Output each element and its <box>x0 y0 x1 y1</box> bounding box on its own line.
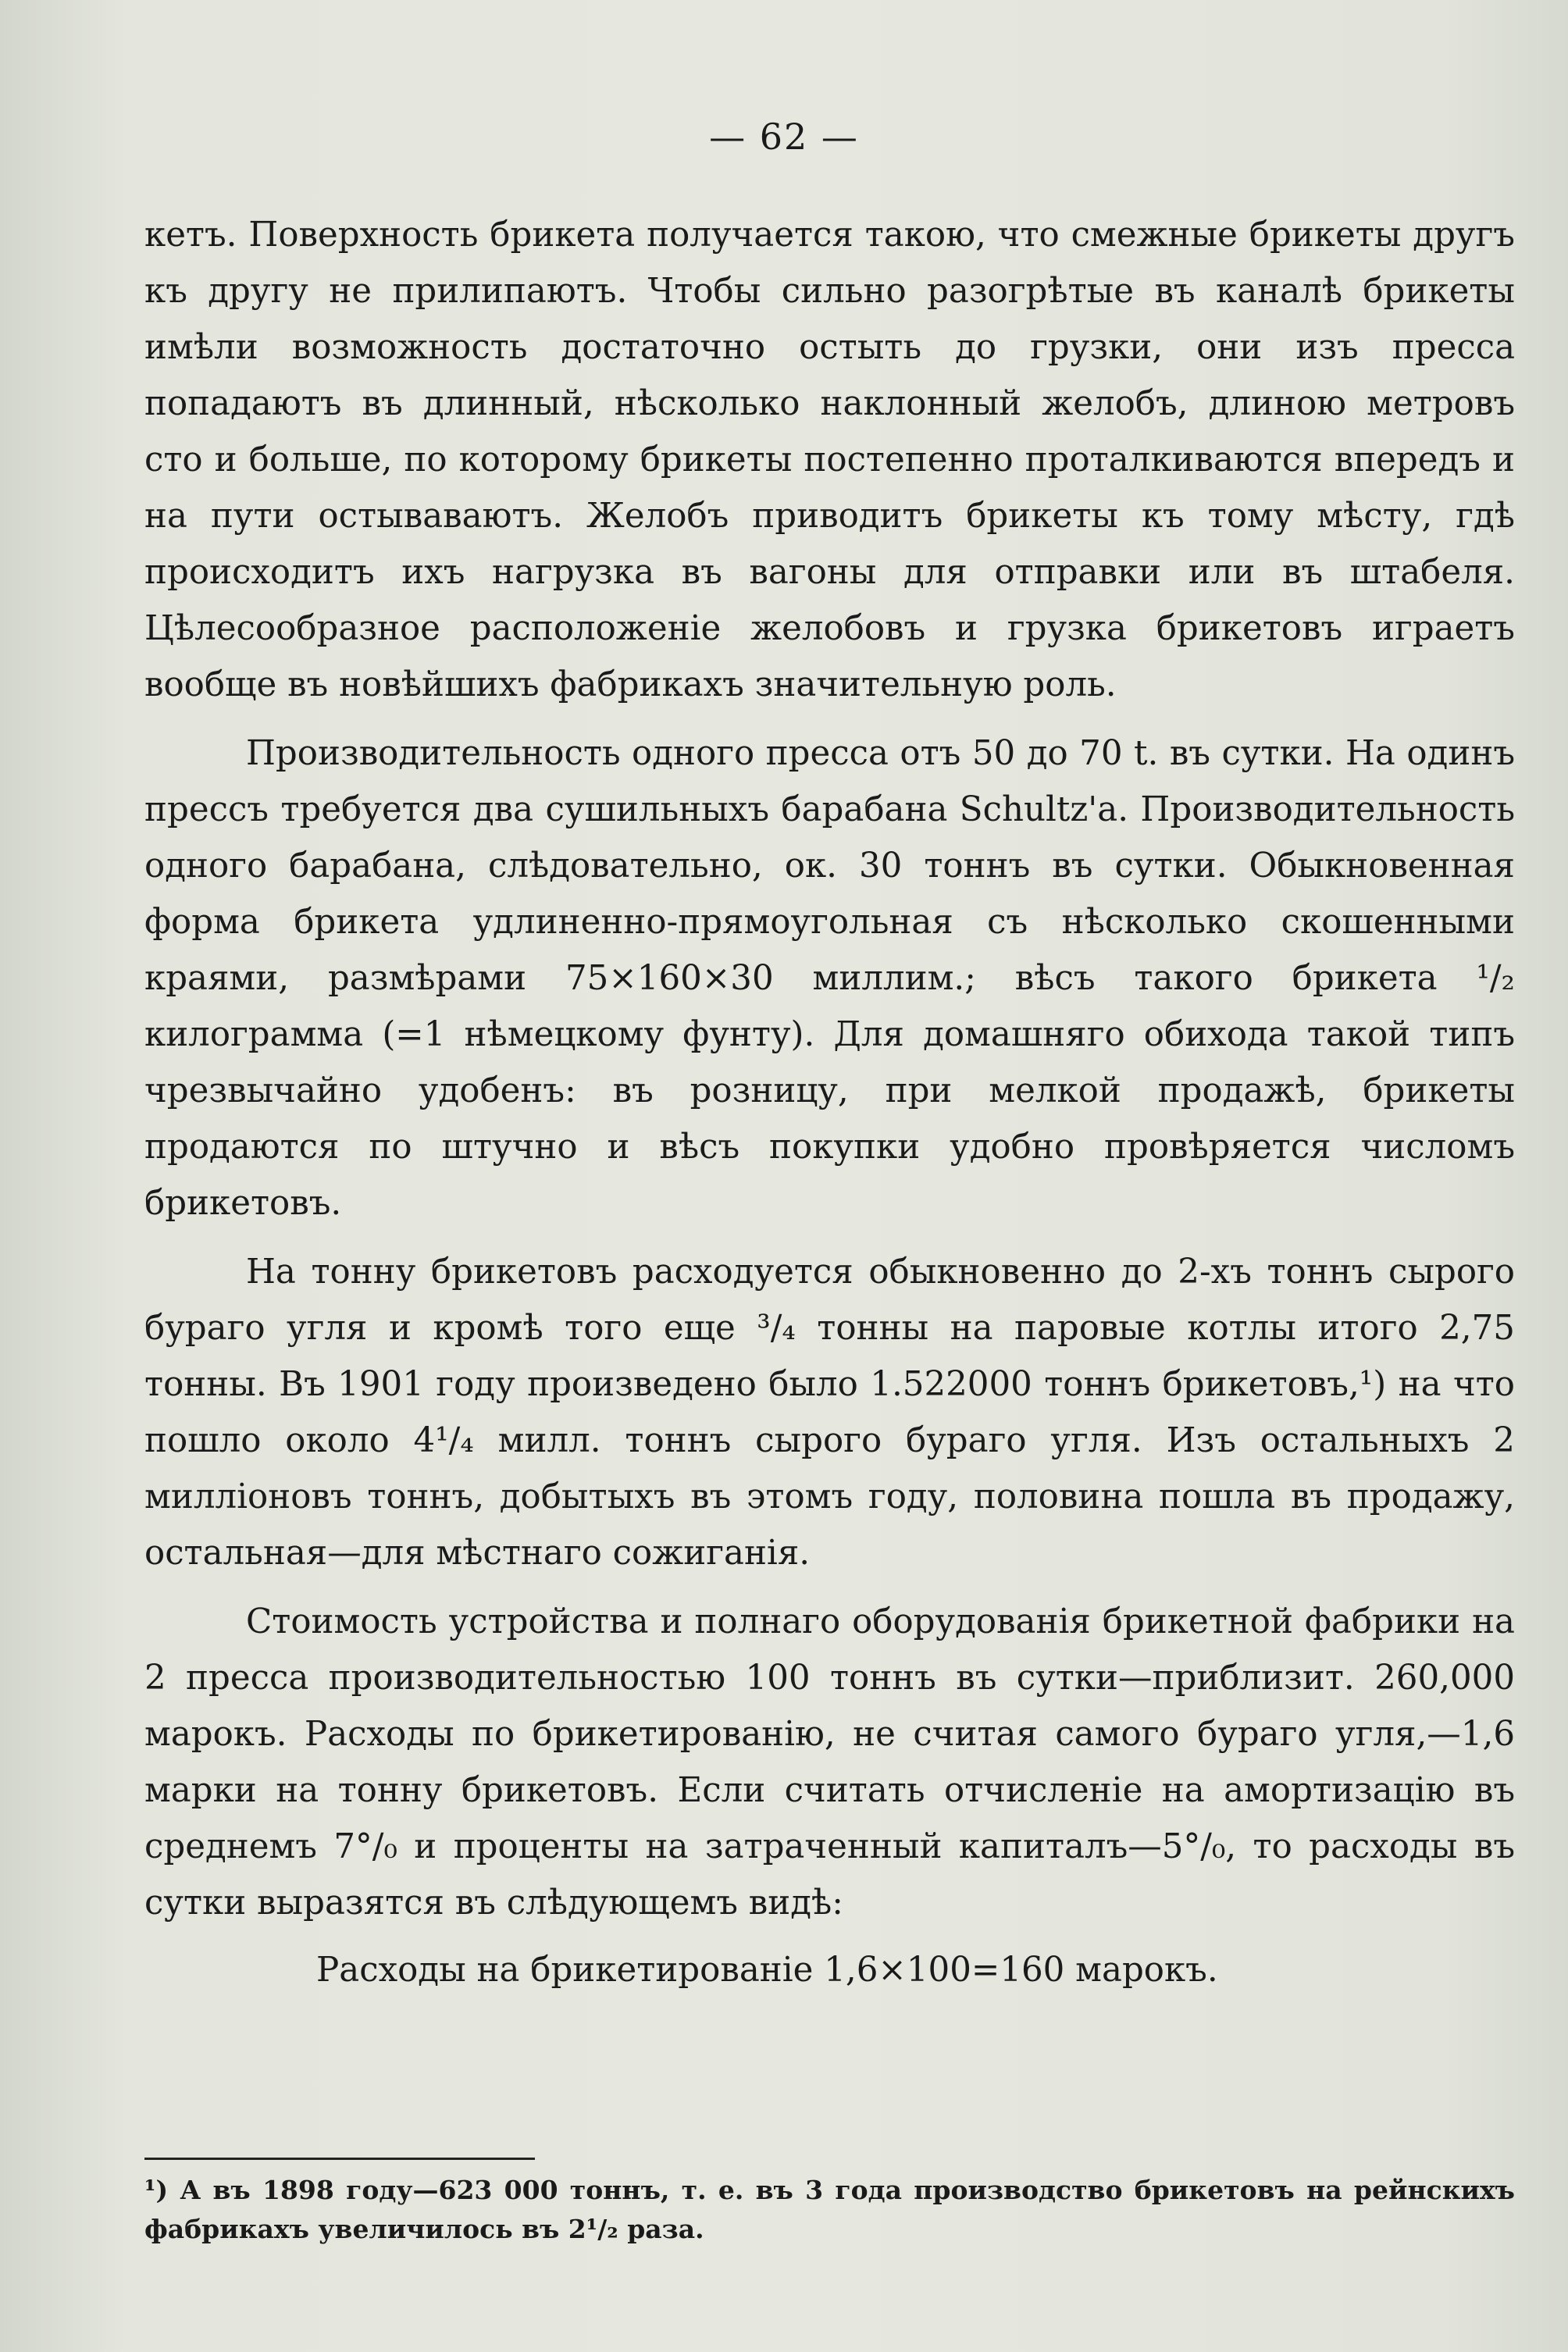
paragraph-4: Стоимость устройства и полнаго оборудованія брикетной фабрики на 2 пресса производительностью 100 тоннъ въ сутки—приблизит. 260,000 марокъ. Расходы по брикетированію, не считая самого бураго угля,—1,6 марки на тонну брикетовъ. Если считать отчисленіе на амортизацію въ среднемъ 7°/₀ и проценты на затраченный капиталъ—5°/₀, то расходы въ сутки выразятся въ слѣдующемъ видѣ: <box>144 1602 1515 1923</box>
paragraph-2: Производительность одного пресса отъ 50 до 70 t. въ сутки. На одинъ прессъ требуется два сушильныхъ барабана Schultz'a. Производительность одного барабана, слѣдовательно, ок. 30 тоннъ въ сутки. Обыкновенная форма брикета удлиненно-прямоугольная съ нѣсколько скошенными краями, размѣрами 75×160×30 миллим.; вѣсъ такого брикета ¹/₂ килограмма (=1 нѣмецкому фунту). Для домашняго обихода такой типъ чрезвычайно удобенъ: въ розницу, при мелкой продажѣ, брикеты продаются по штучно и вѣсъ покупки удобно провѣряется числомъ брикетовъ. <box>144 734 1515 1223</box>
cost-formula: Расходы на брикетированіе 1,6×100=160 марокъ. <box>316 1951 1218 1990</box>
main-text <box>144 207 1515 1998</box>
paragraph-1: кетъ. Поверхность брикета получается такою, что смежные брикеты другъ къ другу не прилипаютъ. Чтобы сильно разогрѣтые въ каналѣ брикеты имѣли возможность достаточно остыть до грузки, они изъ пресса попадаютъ въ длинный, нѣсколько наклонный желобъ, длиною метровъ сто и больше, по которому брикеты постепенно проталкиваются впередъ и на пути остываваютъ. Желобъ приводитъ брикеты къ тому мѣсту, гдѣ происходитъ ихъ нагрузка въ вагоны для отправки или въ штабеля. Цѣлесообразное расположеніе желобовъ и грузка брикетовъ играетъ вообще въ новѣйшихъ фабрикахъ значительную роль. <box>144 216 1515 704</box>
paragraph-3: На тонну брикетовъ расходуется обыкновенно до 2-хъ тоннъ сырого бураго угля и кромѣ того еще ³/₄ тонны на паровые котлы итого 2,75 тонны. Въ 1901 году произведено было 1.522000 тоннъ брикетовъ,¹) на что пошло около 4¹/₄ милл. тоннъ сырого бураго угля. Изъ остальныхъ 2 милліоновъ тоннъ, добытыхъ въ этомъ году, половина пошла въ продажу, остальная—для мѣстнаго сожиганія. <box>144 1253 1515 1573</box>
page-number: — 62 — <box>709 116 859 158</box>
footnote: ¹) А въ 1898 году—623 000 тоннъ, т. е. въ 3 года производство брикетовъ на рейнскихъ фабрикахъ увеличилось въ 2¹/₂ раза. <box>144 2175 1515 2244</box>
footnote-divider <box>144 2158 535 2160</box>
